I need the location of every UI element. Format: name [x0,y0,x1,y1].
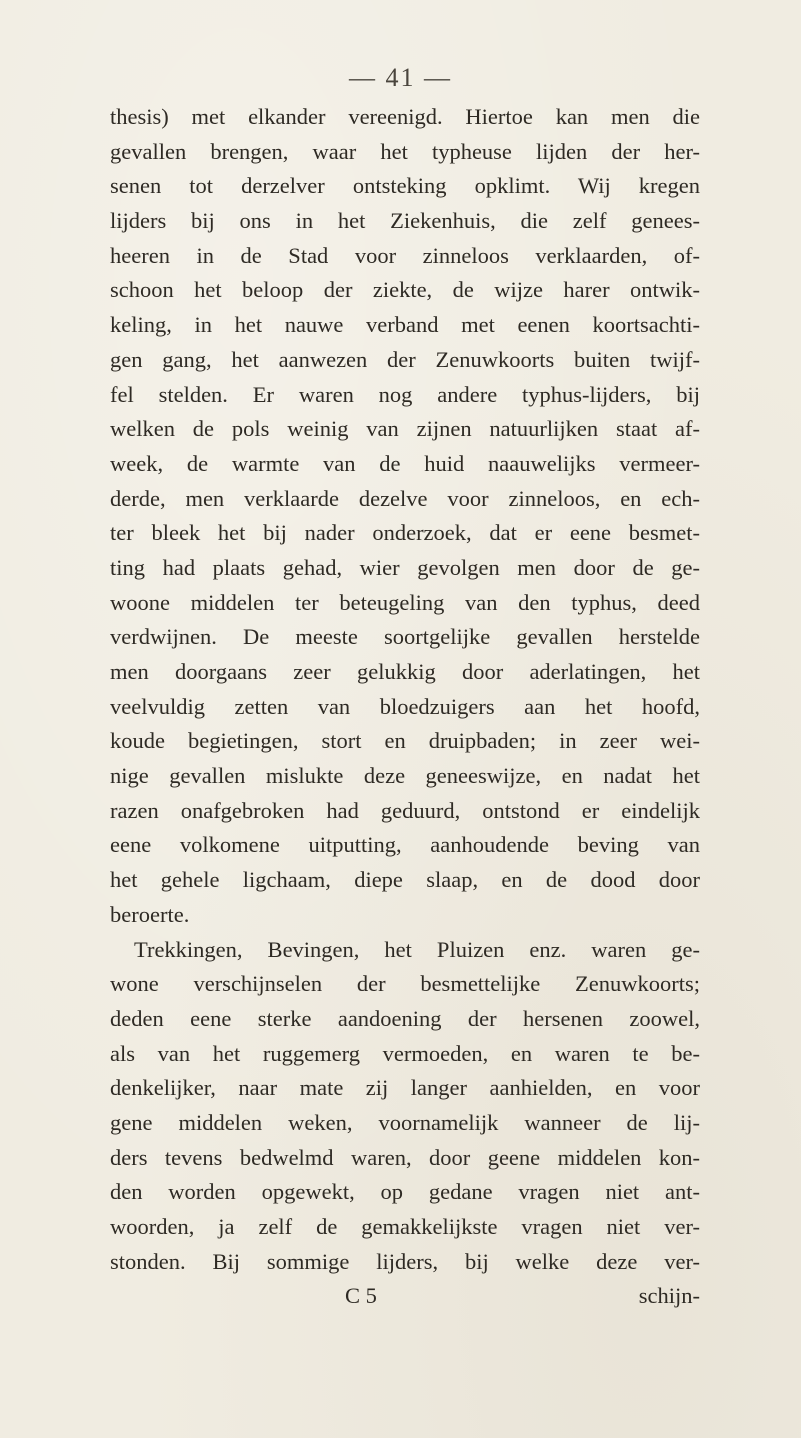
text-line: gene middelen weken, voornamelijk wanneer de lij- [110,1109,700,1135]
text-line: welken de pols weinig van zijnen natuurlijken staat af- [110,416,700,442]
text-line: woone middelen ter beteugeling van den typhus, deed [110,589,700,615]
text-line: woorden, ja zelf de gemakkelijkste vragen niet ver- [110,1214,700,1239]
text-line: het gehele ligchaam, diepe slaap, en de dood door [110,867,700,893]
text-line: keling, in het nauwe verband met eenen koortsachti- [110,312,700,338]
text-line: verdwijnen. De meeste soortgelijke gevallen herstelde [110,624,700,650]
text-line: schoon het beloop der ziekte, de wijze harer ontwik- [110,277,700,303]
text-line: thesis) met elkander vereenigd. Hiertoe kan men die [110,104,700,129]
text-line: veelvuldig zetten van bloedzuigers aan het hoofd, [110,693,700,719]
text-line: ders tevens bedwelmd waren, door geene middelen kon- [110,1144,700,1170]
text-line: gen gang, het aanwezen der Zenuwkoorts buiten twijf- [110,346,700,372]
body-text [110,100,700,1314]
text-line: heeren in de Stad voor zinneloos verklaarden, of- [110,242,700,268]
text-line: lijders bij ons in het Ziekenhuis, die zelf genees- [110,208,700,234]
paragraph-start-line: Trekkingen, Bevingen, het Pluizen enz. waren ge- [134,936,700,962]
text-line: senen tot derzelver ontsteking opklimt. Wij kregen [110,173,700,199]
text-line: deden eene sterke aandoening der hersenen zoowel, [110,1005,700,1031]
text-line: koude begietingen, stort en druipbaden; in zeer wei- [110,728,700,754]
text-line: week, de warmte van de huid naauwelijks vermeer- [110,450,700,476]
text-line: den worden opgewekt, op gedane vragen niet ant- [110,1179,700,1205]
text-line: nige gevallen mislukte deze geneeswijze, en nadat het [110,763,700,789]
text-line: denkelijker, naar mate zij langer aanhielden, en voor [110,1075,700,1101]
signature-mark: C 5 [345,1283,377,1309]
page-number: — 41 — [349,63,452,92]
text-line: eene volkomene uitputting, aanhoudende beving van [110,832,700,858]
text-line: gevallen brengen, waar het typheuse lijden der her- [110,138,700,164]
text-line: ter bleek het bij nader onderzoek, dat er eene besmet- [110,520,700,546]
paragraph-end-line: beroerte. [110,901,190,927]
text-line: razen onafgebroken had geduurd, ontstond er eindelijk [110,797,700,823]
catchline [110,1279,700,1314]
catchword: schijn- [638,1283,700,1309]
text-line: men doorgaans zeer gelukkig door aderlatingen, het [110,659,700,684]
text-line: derde, men verklaarde dezelve voor zinneloos, en ech- [110,485,700,511]
text-line: fel stelden. Er waren nog andere typhus-lijders, bij [110,381,700,407]
text-line: wone verschijnselen der besmettelijke Zenuwkoorts; [110,971,700,997]
text-line: ting had plaats gehad, wier gevolgen men door de ge- [110,554,700,580]
text-line: stonden. Bij sommige lijders, bij welke deze ver- [110,1248,700,1274]
text-line: als van het ruggemerg vermoeden, en waren te be- [110,1040,700,1066]
